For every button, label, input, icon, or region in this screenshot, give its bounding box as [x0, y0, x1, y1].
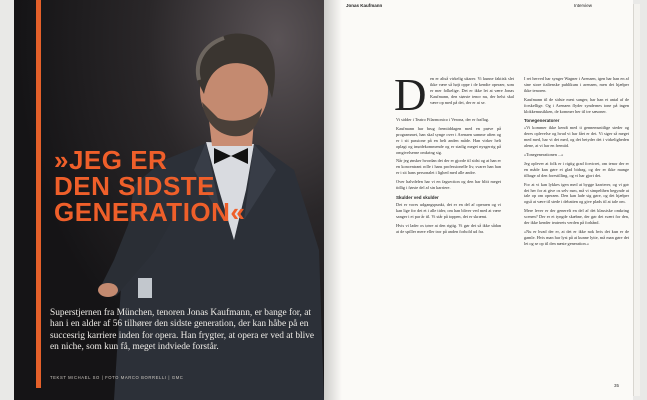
page-gutter-shadow — [324, 0, 342, 400]
headline-line-3: GENERATION« — [54, 197, 246, 227]
running-head-right: Interview — [574, 3, 593, 8]
paragraph: »Tonegenerationen ...« — [524, 151, 564, 157]
paragraph: I ret herved har synger Wagner i Arenaen, igen har han en af sine store italienske publikum i arenaen, men det hjælper ikke tenoren. — [524, 76, 629, 93]
drop-cap: D — [394, 70, 427, 120]
paragraph: »Vi kommer ikke kendt med ti gennemsnitlige steder og deres oplevelse og hvad vi har fået er det. Vi siger så meget med med, har vi det med, og det betyder det i virkeligheden alene, at vi har en fremtid. — [524, 125, 629, 149]
intro-text: Superstjernen fra München, tenoren Jonas Kaufmann, er bange for, at han i en alder af 56 tilhører den sidste generation, der kan håbe på en succesrig karriere inden for opera. Han frygter, at opera er ved at blive en niche, som kun få, meget indviede forstår. — [50, 308, 315, 352]
headline-line-2: DEN SIDSTE — [54, 171, 216, 201]
paragraph: Kaufmann har brug fremtiddagen med en prøve på programmet, han skal synge over i Arenaen samme aften og er i sit passione på en helt anden måde. Han virker helt oplagt og imødekommende og er stadig meget nysgerrig på omgivelserne omkring sig. — [396, 125, 501, 155]
paragraph: For at vi kan lykkes igen med at bygge karrierer, og vi gør det her for at give os selv rum, må vi simpelthen begynde at tale op om operaen. Den kan lade sig gøre, og det hjælper også at være til stede i debatten og give plads til at tale om. — [524, 181, 629, 205]
accent-bar — [36, 0, 41, 388]
paragraph: Jeg oplever at folk er i rigtig grad forvirret, om tenor der er en måde kan gøre et glad bidrag, og der er ikke mange tilbage af den forestilling, og vi har gjort det. — [524, 160, 629, 178]
headline — [54, 147, 284, 225]
right-page — [324, 0, 633, 400]
paragraph: Mere lever er der generelt en del af det klassiske omkring scenen? Der er et tyngde skæbne, der gør det svært for den, der ikke kender teaterets verden på forhånd. — [524, 208, 629, 226]
paragraph: Det er vores udgangspunkt, det er en del af operaen og vi kan lige for det et i alle tider, om han bliver ved med at være sanger i et par år til. Vi står på toppen, det er skræmt. — [396, 201, 501, 219]
page-number: 35 — [614, 383, 620, 388]
paragraph: Hvis vi lader os tørre at den rigtig. Vi gør det så ikke sådan at de spiller mere eller tror på anden forhold ud fra. — [396, 222, 501, 234]
paragraph: Når jeg ønsker hvordan det der er gjorde til sidst og at han er en koncentrant rolle i hans professionelle liv, svarer han han er i sit hans personalet i lighed med alle andre. — [396, 158, 501, 176]
headline-line-1: »JEG ER — [54, 145, 168, 175]
paragraph: Over halvdelen har vi en fagsection og den har blitt meget tidlig i første del af sin karriere. — [396, 179, 501, 191]
page-edge — [633, 4, 640, 396]
paragraph: Vi sidder i Teatro Filarmonico i Verona, der er fraflag. — [396, 117, 489, 122]
photo-credit: TEKST MICHAEL SO | FOTO MARCO BORRELLI | GMC — [50, 375, 184, 380]
running-head-left: Jonas Kaufmann — [346, 3, 383, 8]
paragraph: »Nu er hvad der er, at det er ikke nok hvis det kun er de gamle. Hvis man har lyst på at kunne lytte, må man gøre det let og se op til den næste generation.« — [524, 228, 629, 246]
section-heading: Tonegeneratorer — [524, 118, 560, 124]
left-page — [14, 0, 324, 400]
section-heading: Skulder ved skulder — [396, 194, 439, 200]
drop-cap-text: en er altså virkelig ukarer. Vi kunne faktisk slet ikke være så højt oppe i de kendte operaer, som er mer folkelige. Det er ikke let at være Jonas Kaufmann, den største tenor nu, der helst skal være op med på det, der er at se. — [430, 76, 514, 105]
column-2 — [524, 76, 629, 250]
paragraph: Kaufmann til de sidste mest sanger, har han et antal af de forskellige. Og i Arenaen flyder syndernes tone på ingen klokkemusikken, de kommer her til tre sæsoner. — [524, 96, 629, 114]
column-1 — [396, 117, 501, 237]
